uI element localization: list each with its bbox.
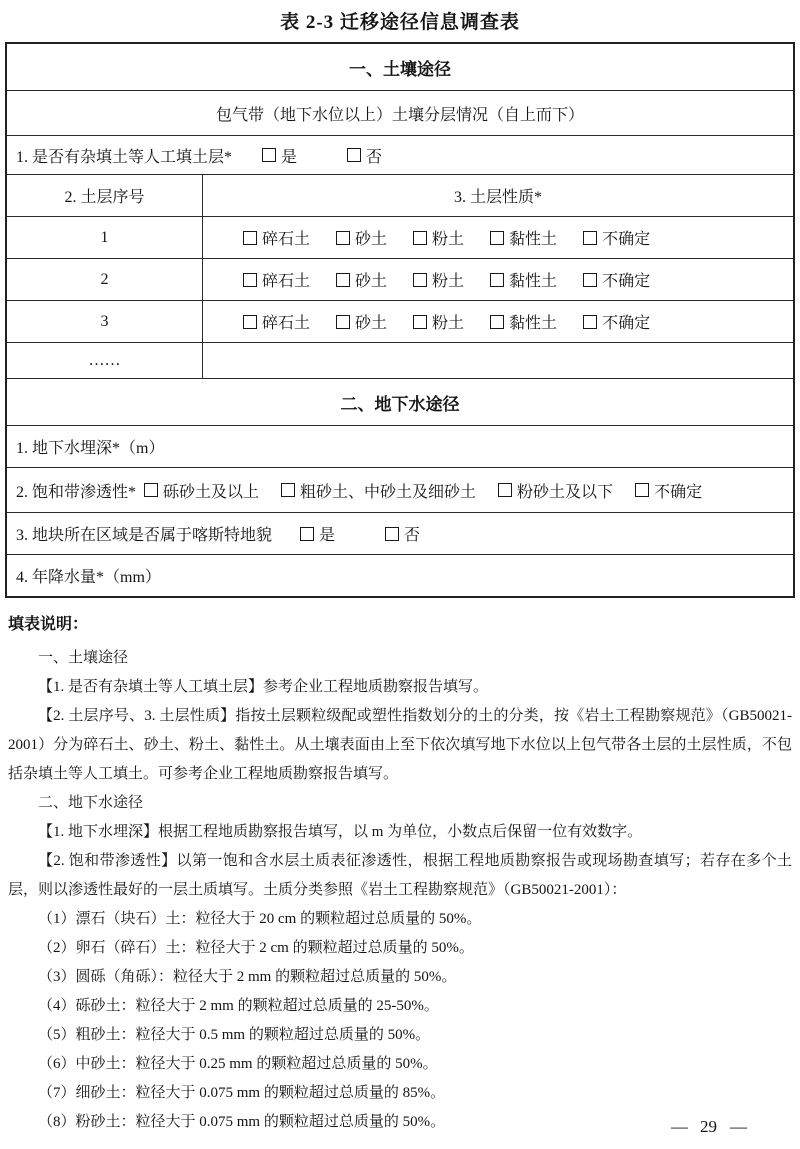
layer-index: …… xyxy=(7,343,203,378)
layer-property-options xyxy=(203,301,793,342)
checkbox-icon xyxy=(243,273,257,287)
row-karst-question xyxy=(7,512,793,554)
checkbox-icon xyxy=(385,527,399,541)
row-annual-precipitation xyxy=(7,554,793,596)
checkbox-icon xyxy=(347,148,361,162)
layer-index-column-header: 2. 土层序号 xyxy=(7,175,203,216)
checkbox-icon xyxy=(583,273,597,287)
checkbox-icon xyxy=(300,527,314,541)
checkbox-icon xyxy=(336,273,350,287)
checkbox-icon xyxy=(583,315,597,329)
layer-row-ellipsis xyxy=(7,342,793,378)
note-list-item: （7）细砂土：粒径大于 0.075 mm 的颗粒超过总质量的 85%。 xyxy=(38,1085,446,1101)
row-layer-column-headers xyxy=(7,174,793,216)
section-header-groundwater-pathway xyxy=(7,378,793,425)
checkbox-icon xyxy=(413,315,427,329)
permeability-option: 砾砂土及以上 xyxy=(144,479,259,502)
soil-type-option: 黏性土 xyxy=(490,268,557,291)
groundwater-depth-label: 1. 地下水埋深*（m） xyxy=(16,440,165,457)
checkbox-icon xyxy=(144,483,158,497)
row-soil-subheader xyxy=(7,90,793,135)
section-header-soil-pathway xyxy=(7,44,793,90)
row-saturated-zone-permeability xyxy=(7,467,793,512)
checkbox-icon xyxy=(413,273,427,287)
checkbox-icon xyxy=(281,483,295,497)
soil-type-option: 不确定 xyxy=(583,268,650,291)
note-list-item: （3）圆砾（角砾）：粒径大于 2 mm 的颗粒超过总质量的 50%。 xyxy=(38,969,457,985)
note-paragraph: 【2. 饱和带渗透性】以第一饱和含水层土质表征渗透性，根据工程地质勘察报告或现场勘查填写；若存在多个土层，则以渗透性最好的一层土质填写。土质分类参照《岩土工程勘察规范》（GB50021-2001）： xyxy=(8,853,792,898)
page-number-left-dash: — xyxy=(671,1117,687,1136)
checkbox-icon xyxy=(262,148,276,162)
soil-type-option: 碎石土 xyxy=(243,226,310,249)
note-paragraph: 二、地下水途径 xyxy=(38,795,144,811)
soil-type-option: 砂土 xyxy=(336,310,387,333)
survey-table xyxy=(5,42,795,598)
note-list-item: （8）粉砂土：粒径大于 0.075 mm 的颗粒超过总质量的 50%。 xyxy=(38,1114,446,1130)
layer-row-1 xyxy=(7,216,793,258)
checkbox-icon xyxy=(635,483,649,497)
layer-index: 2 xyxy=(7,259,203,300)
soil-type-option: 粉土 xyxy=(413,310,464,333)
soil-type-option: 粉土 xyxy=(413,268,464,291)
layer-index: 3 xyxy=(7,301,203,342)
page-number-value: 29 xyxy=(700,1117,717,1136)
karst-option-no: 否 xyxy=(385,522,420,545)
soil-type-option: 不确定 xyxy=(583,310,650,333)
artificial-fill-option-yes xyxy=(262,144,297,167)
karst-label: 3. 地块所在区域是否属于喀斯特地貌 xyxy=(16,527,273,544)
row-artificial-fill-question xyxy=(7,135,793,174)
notes-section xyxy=(8,613,792,1137)
notes-heading: 填表说明： xyxy=(8,616,89,633)
row-groundwater-depth xyxy=(7,425,793,467)
soil-type-option: 粉土 xyxy=(413,226,464,249)
artificial-fill-option-no xyxy=(347,144,382,167)
permeability-option: 粗砂土、中砂土及细砂土 xyxy=(281,479,476,502)
permeability-option: 不确定 xyxy=(635,479,702,502)
soil-type-option: 黏性土 xyxy=(490,310,557,333)
note-list-item: （6）中砂土：粒径大于 0.25 mm 的颗粒超过总质量的 50%。 xyxy=(38,1056,438,1072)
soil-type-option: 碎石土 xyxy=(243,268,310,291)
checkbox-icon xyxy=(583,231,597,245)
soil-type-option: 黏性土 xyxy=(490,226,557,249)
checkbox-icon xyxy=(490,231,504,245)
note-list-item: （1）漂石（块石）土：粒径大于 20 cm 的颗粒超过总质量的 50%。 xyxy=(38,911,482,927)
page-title: 表 2-3 迁移途径信息调查表 xyxy=(280,12,520,33)
layer-property-options xyxy=(203,217,793,258)
option-yes-label: 是 xyxy=(281,148,298,166)
page-number-right-dash: — xyxy=(730,1117,746,1136)
layer-property-options xyxy=(203,259,793,300)
section-header-groundwater-label: 二、地下水途径 xyxy=(340,394,460,414)
soil-type-option: 碎石土 xyxy=(243,310,310,333)
note-list-item: （4）砾砂土：粒径大于 2 mm 的颗粒超过总质量的 25-50%。 xyxy=(38,998,439,1014)
annual-precipitation-label: 4. 年降水量*（mm） xyxy=(16,569,161,586)
soil-subheader-label: 包气带（地下水位以上）土壤分层情况（自上而下） xyxy=(215,106,584,124)
layer-row-3 xyxy=(7,300,793,342)
note-paragraph: 【2. 土层序号、3. 土层性质】指按土层颗粒级配或塑性指数划分的土的分类，按《岩土工程勘察规范》（GB50021-2001）分为碎石土、砂土、粉土、黏性土。从土壤表面由上至下依次填写地下水位以上包气带各土层的土层性质，不包括杂填土等人工填土。可参考企业工程地质勘察报告填写。 xyxy=(8,708,792,782)
karst-option-yes: 是 xyxy=(300,522,335,545)
artificial-fill-label: 1. 是否有杂填土等人工填土层* xyxy=(16,148,233,166)
checkbox-icon xyxy=(336,231,350,245)
note-list-item: （5）粗砂土：粒径大于 0.5 mm 的颗粒超过总质量的 50%。 xyxy=(38,1027,431,1043)
layer-row-2 xyxy=(7,258,793,300)
checkbox-icon xyxy=(490,273,504,287)
layer-index: 1 xyxy=(7,217,203,258)
permeability-label: 2. 饱和带渗透性* xyxy=(16,483,137,501)
permeability-option: 粉砂土及以下 xyxy=(498,479,613,502)
note-paragraph: 【1. 地下水埋深】根据工程地质勘察报告填写，以 m 为单位，小数点后保留一位有效数字。 xyxy=(38,824,643,840)
checkbox-icon xyxy=(490,315,504,329)
soil-type-option: 砂土 xyxy=(336,226,387,249)
layer-property-empty xyxy=(203,343,793,378)
checkbox-icon xyxy=(336,315,350,329)
layer-property-column-header: 3. 土层性质* xyxy=(453,189,542,206)
checkbox-icon xyxy=(243,315,257,329)
note-paragraph: 【1. 是否有杂填土等人工填土层】参考企业工程地质勘察报告填写。 xyxy=(38,679,489,695)
soil-type-option: 不确定 xyxy=(583,226,650,249)
note-paragraph: 一、土壤途径 xyxy=(38,650,129,666)
checkbox-icon xyxy=(498,483,512,497)
checkbox-icon xyxy=(413,231,427,245)
checkbox-icon xyxy=(243,231,257,245)
soil-type-option: 砂土 xyxy=(336,268,387,291)
section-header-soil-label: 一、土壤途径 xyxy=(349,59,451,79)
page-number xyxy=(658,1117,759,1137)
note-list-item: （2）卵石（碎石）土：粒径大于 2 cm 的颗粒超过总质量的 50%。 xyxy=(38,940,474,956)
option-no-label: 否 xyxy=(366,148,383,166)
